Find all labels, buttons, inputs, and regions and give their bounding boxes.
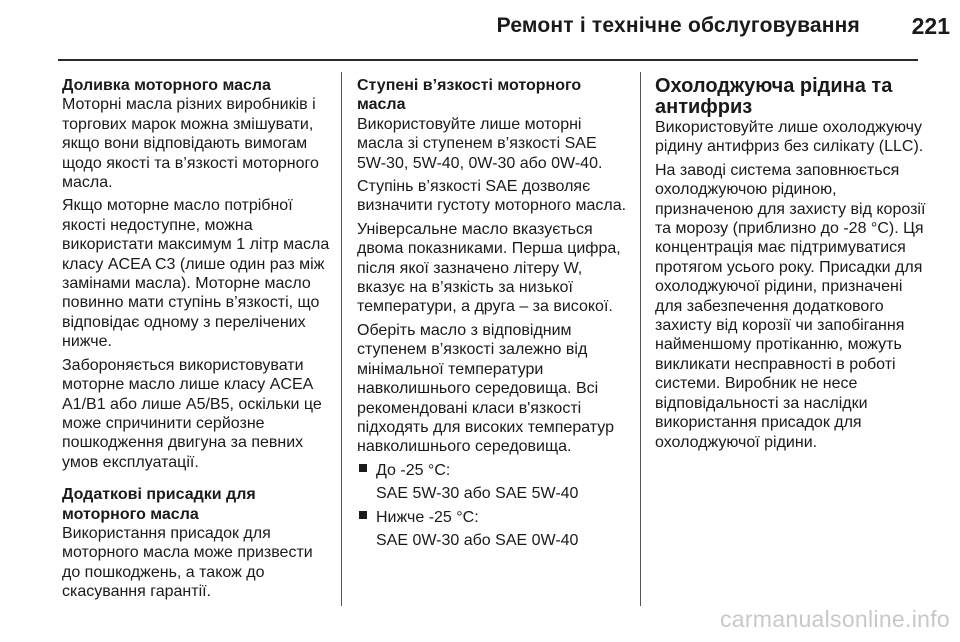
paragraph: Використовуйте лише охолоджуючу рідину антифриз без силікату (LLC). [655, 119, 924, 156]
column-divider-right [640, 72, 641, 606]
column-middle [357, 76, 627, 554]
paragraph: Ступінь в’язкості SAE дозволяє визначити густоту моторного масла. [357, 178, 627, 215]
section-heading-viscosity: Ступені в’язкості моторного масла [357, 77, 582, 114]
paragraph: Універсальне масло вказується двома показниками. Перша цифра, після якої зазначено літеру W, вказує на в’язкість за низької температури, а друга – за високої. [357, 220, 621, 316]
section-heading-oil-topup: Доливка моторного масла [62, 77, 271, 94]
paragraph: Моторні масла різних виробників і торгових марок можна змішувати, якщо вони відповідають вимогам щодо якості та в’язкості моторного масла. [62, 96, 319, 192]
column-right [655, 76, 930, 456]
list-item [357, 461, 627, 504]
section-heading-coolant: Охолоджуюча рідина та антифриз [655, 75, 893, 118]
list-item-value: SAE 0W-30 або SAE 0W-40 [376, 531, 579, 549]
bullet-square-icon [359, 511, 367, 519]
column-left [62, 76, 332, 606]
bullet-square-icon [359, 464, 367, 472]
paragraph: Оберіть масло з відповідним ступенем в’язкості залежно від мінімальної температури навколишнього середовища. Всі рекомендовані класи в'язкості підходять для високих температур навколишнього середовища. [357, 321, 614, 456]
site-watermark: carmanualsonline.info [719, 606, 950, 632]
section-heading-oil-additives: Додаткові присадки для моторного масла [62, 486, 256, 523]
list-item-value: SAE 5W-30 або SAE 5W-40 [376, 485, 579, 503]
header-divider [58, 59, 918, 61]
paragraph: Використання присадок для моторного масла може призвести до пошкоджень, а також до скасування гарантії. [62, 524, 313, 601]
viscosity-list [357, 461, 627, 551]
chapter-title: Ремонт і технічне обслуговування [496, 14, 860, 37]
column-divider-left [341, 72, 342, 606]
list-item-label: До -25 °C: [376, 461, 451, 479]
page-number: 221 [911, 13, 950, 39]
list-item [357, 508, 627, 551]
paragraph: Якщо моторне масло потрібної якості недоступне, можна використати максимум 1 літр масла класу ACEA C3 (лише один раз між замінами масла). Моторне масло повинно мати ступінь в’язкості, що відповідає одному з перелічених нижче. [62, 197, 330, 351]
paragraph: На заводі система заповнюється охолоджуючою рідиною, призначеною для захисту від корозії та морозу (приблизно до -28 °C). Ця концентрація має підтримуватися протягом усього року. Присадки для охолоджуючої рідини, призначені для забезпечення додаткового захисту від корозії чи запобігання найменшому протіканню, можуть викликати несправності в роботі системи. Виробник не несе відповідальності за наслідки використання присадок для охолоджуючої рідини. [655, 161, 926, 451]
paragraph: Використовуйте лише моторні масла зі ступенем в’язкості SAE 5W-30, 5W-40, 0W-30 або 0W-40. [357, 115, 603, 172]
paragraph: Забороняється використовувати моторне масло лише класу ACEA A1/B1 або лише A5/B5, оскільки це може спричинити серйозне пошкодження двигуна за певних умов експлуатації. [62, 356, 322, 471]
list-item-label: Нижче -25 °C: [376, 508, 479, 526]
